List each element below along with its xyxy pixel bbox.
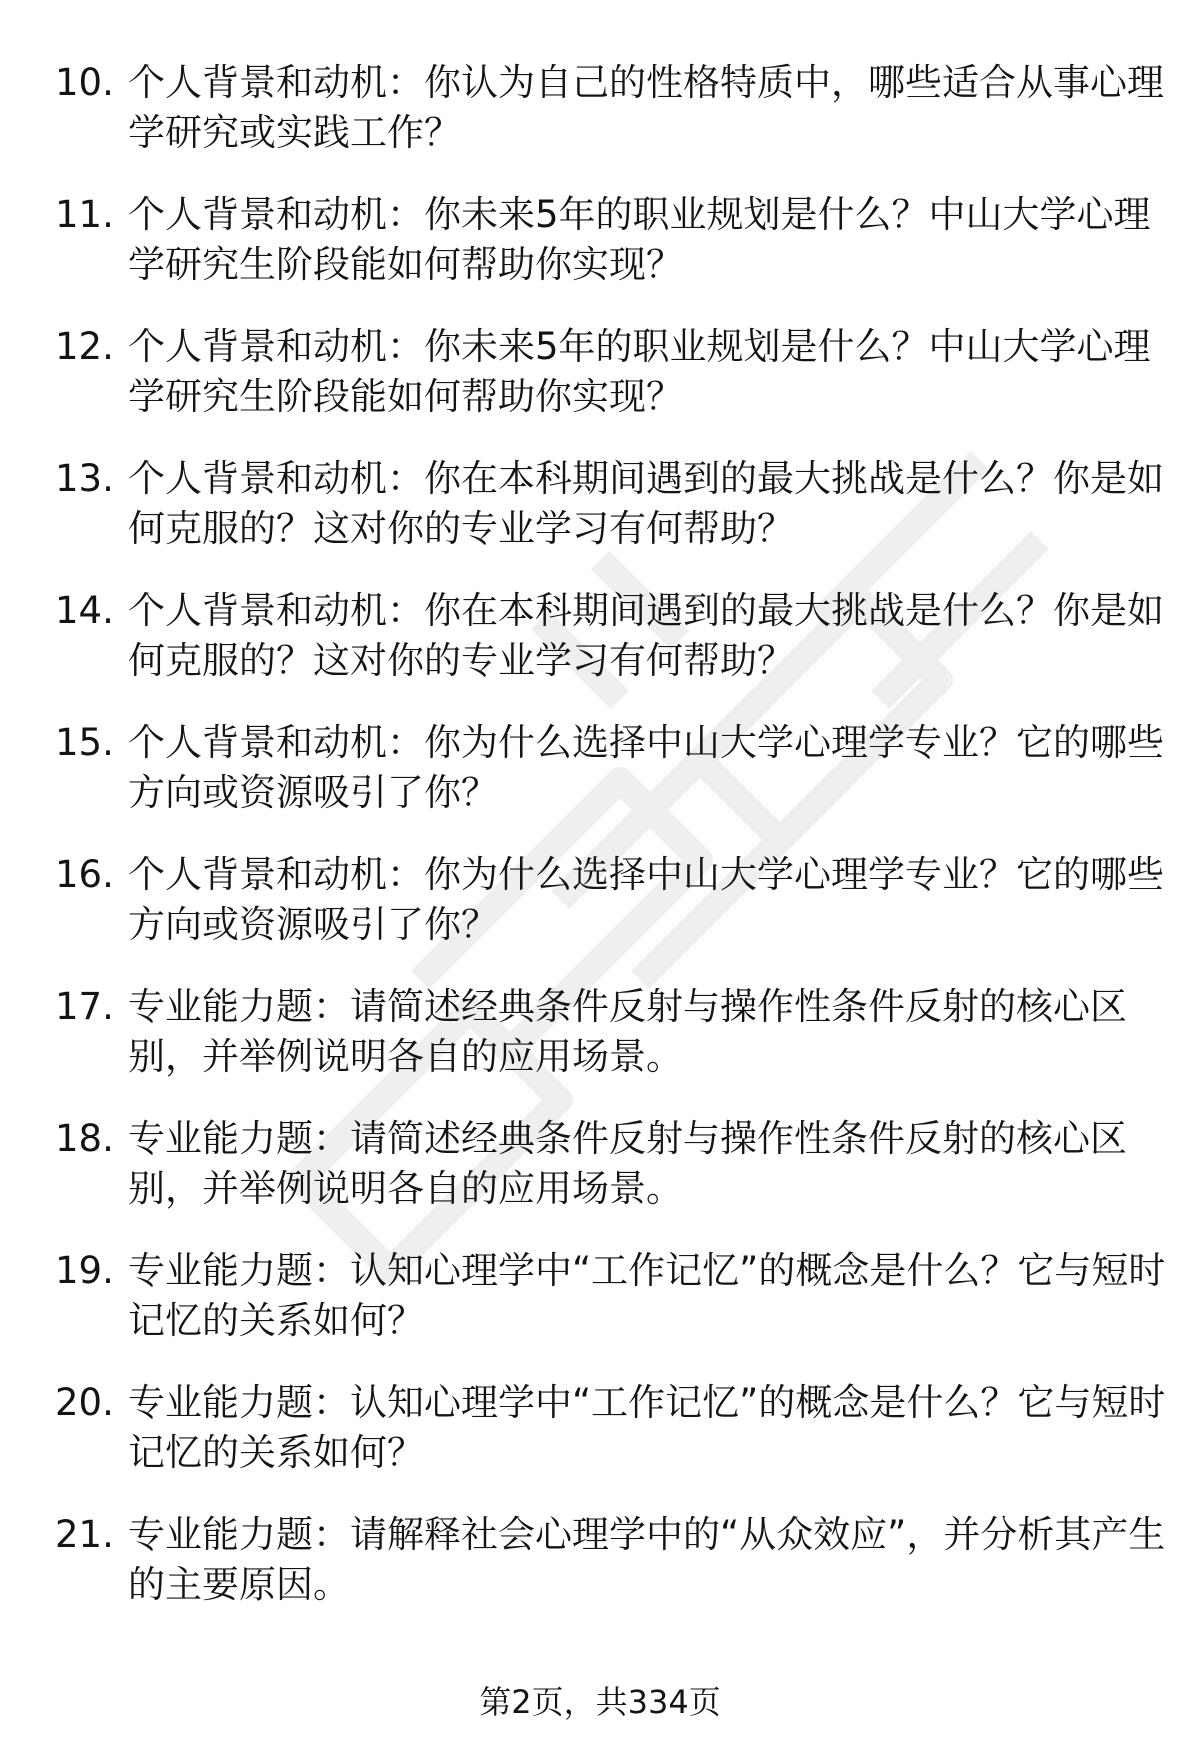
list-item: [0, 982, 1200, 1114]
list-item: [0, 190, 1200, 322]
question-number: 15.: [55, 721, 114, 764]
question-text: 专业能力题：请简述经典条件反射与操作性条件反射的核心区别，并举例说明各自的应用场景。: [128, 1117, 1127, 1210]
question-number: 16.: [55, 853, 114, 896]
list-item: [0, 1378, 1200, 1510]
question-number: 17.: [55, 985, 114, 1028]
question-text: 个人背景和动机：你在本科期间遇到的最大挑战是什么？你是如何克服的？这对你的专业学习有何帮助？: [128, 457, 1164, 550]
list-item: [0, 718, 1200, 850]
question-text: 个人背景和动机：你认为自己的性格特质中，哪些适合从事心理学研究或实践工作？: [128, 61, 1164, 154]
question-text: 个人背景和动机：你未来5年的职业规划是什么？中山大学心理学研究生阶段能如何帮助你实现？: [128, 193, 1151, 286]
question-text: 个人背景和动机：你在本科期间遇到的最大挑战是什么？你是如何克服的？这对你的专业学习有何帮助？: [128, 589, 1164, 682]
question-number: 14.: [55, 589, 114, 632]
list-item: [0, 454, 1200, 586]
question-number: 13.: [55, 457, 114, 500]
question-text: 个人背景和动机：你为什么选择中山大学心理学专业？它的哪些方向或资源吸引了你？: [128, 853, 1164, 946]
question-text: 个人背景和动机：你未来5年的职业规划是什么？中山大学心理学研究生阶段能如何帮助你实现？: [128, 325, 1151, 418]
question-list: [0, 58, 1200, 1642]
list-item: [0, 850, 1200, 982]
list-item: [0, 1246, 1200, 1378]
question-number: 12.: [55, 325, 114, 368]
question-text: 个人背景和动机：你为什么选择中山大学心理学专业？它的哪些方向或资源吸引了你？: [128, 721, 1164, 814]
list-item: [0, 58, 1200, 190]
question-text: 专业能力题：请简述经典条件反射与操作性条件反射的核心区别，并举例说明各自的应用场景。: [128, 985, 1127, 1078]
question-text: 专业能力题：认知心理学中“工作记忆”的概念是什么？它与短时记忆的关系如何？: [128, 1249, 1166, 1342]
list-item: [0, 1114, 1200, 1246]
question-text: 专业能力题：认知心理学中“工作记忆”的概念是什么？它与短时记忆的关系如何？: [128, 1381, 1166, 1474]
question-number: 10.: [55, 61, 114, 104]
question-number: 20.: [55, 1381, 114, 1424]
question-number: 19.: [55, 1249, 114, 1292]
question-number: 21.: [55, 1513, 114, 1556]
page-footer: 第2页，共334页: [479, 1683, 721, 1721]
question-text: 专业能力题：请解释社会心理学中的“从众效应”，并分析其产生的主要原因。: [128, 1513, 1166, 1606]
question-number: 11.: [55, 193, 114, 236]
list-item: [0, 1510, 1200, 1642]
list-item: [0, 586, 1200, 718]
question-number: 18.: [55, 1117, 114, 1160]
list-item: [0, 322, 1200, 454]
